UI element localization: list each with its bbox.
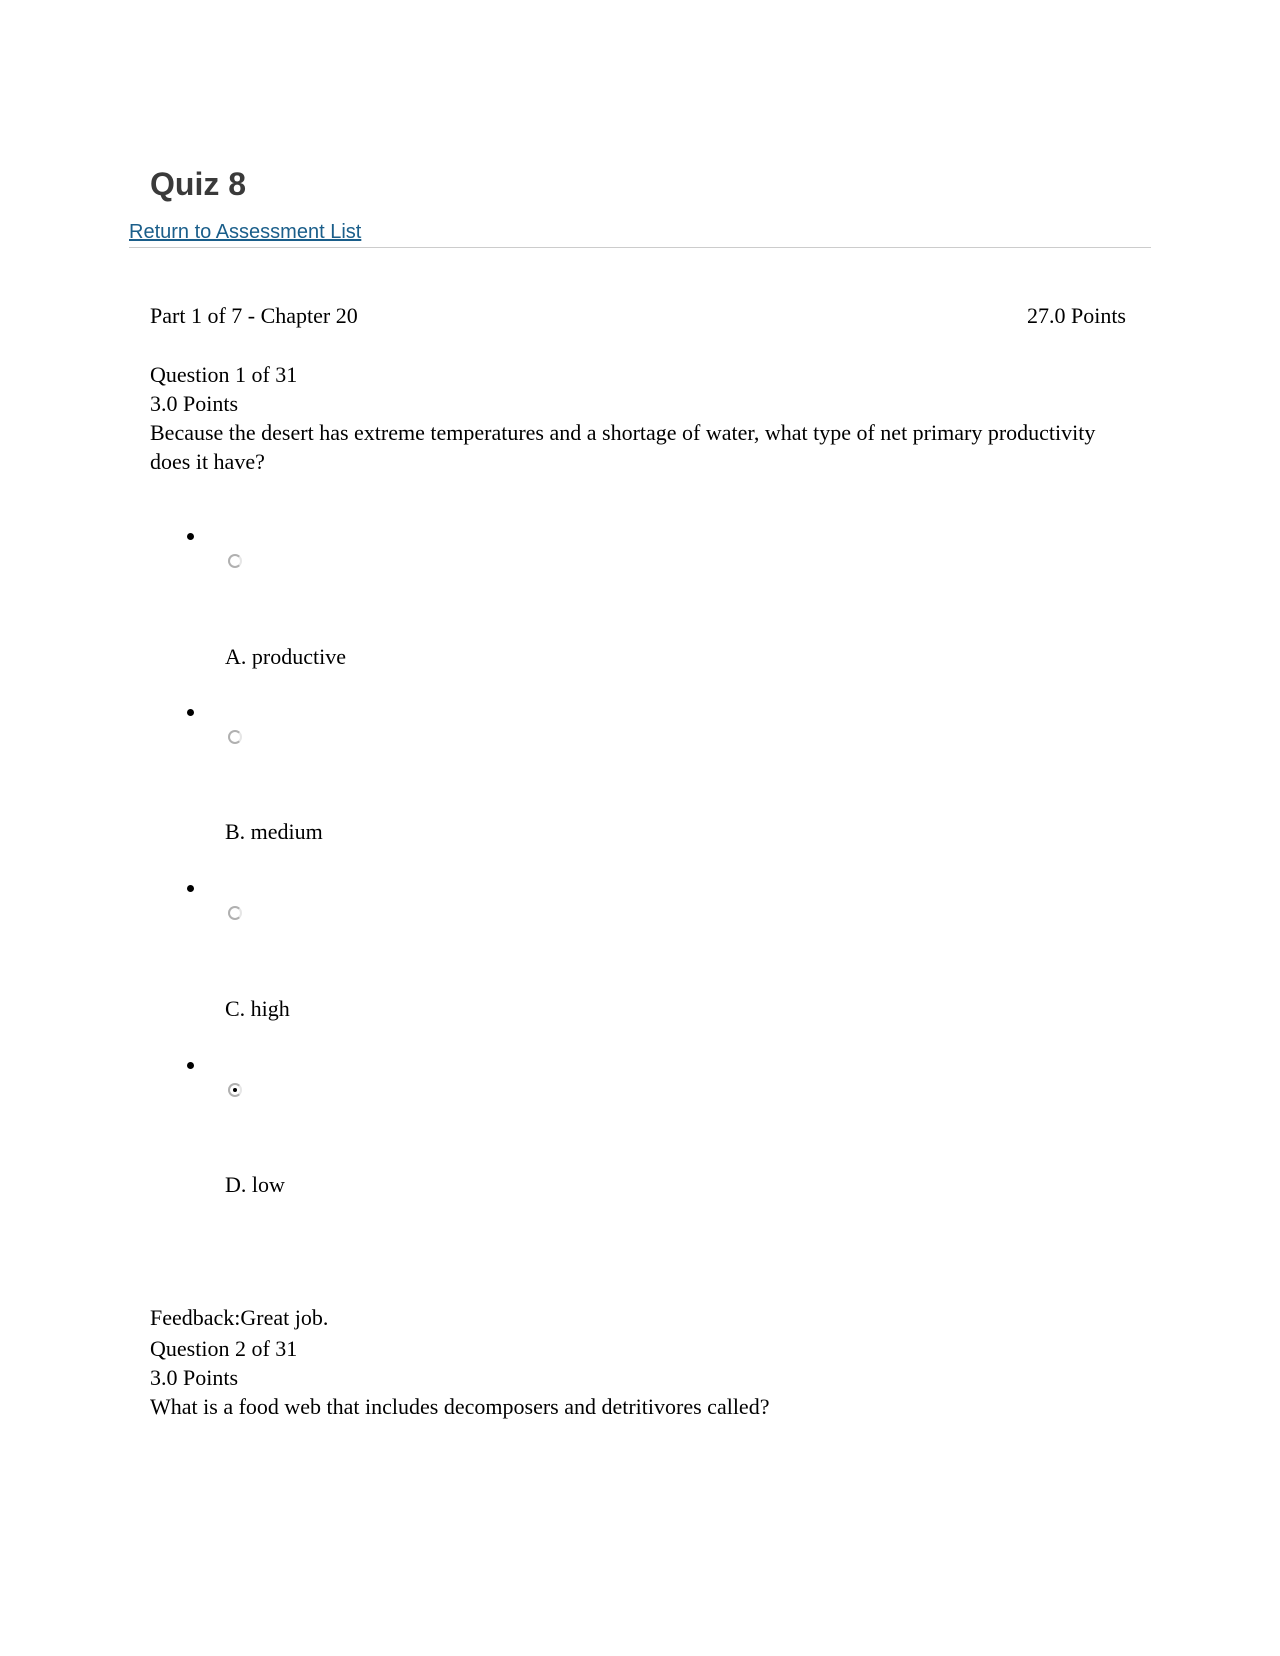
question-text: What is a food web that includes decomposers and detritivores called? [150,1394,770,1419]
radio-button-d[interactable] [228,1083,242,1097]
radio-button-b[interactable] [228,730,242,744]
question-1 [150,360,1130,476]
bullet [187,709,194,716]
part-points: 27.0 Points [1026,303,1126,328]
question-number: Question 2 of 31 [150,1336,298,1361]
option-label-d: D. low [225,1172,285,1197]
page-title: Quiz 8 [150,166,247,202]
option-label-c: C. high [225,996,290,1021]
feedback-text: Feedback:Great job. [150,1305,329,1330]
question-2 [150,1334,1130,1421]
bullet [187,885,194,892]
bullet [187,1062,194,1069]
question-text: Because the desert has extreme temperatures and a shortage of water, what type of net primary productivity does it have? [150,420,1096,474]
part-label: Part 1 of 7 - Chapter 20 [150,303,358,328]
return-to-assessment-list-link[interactable]: Return to Assessment List [129,221,362,243]
bullet [187,533,194,540]
radio-button-a[interactable] [228,554,242,568]
header-divider [129,247,1151,248]
radio-button-c[interactable] [228,906,242,920]
option-label-a: A. productive [225,644,346,669]
question-number: Question 1 of 31 [150,362,298,387]
option-label-b: B. medium [225,819,323,844]
question-points: 3.0 Points [150,1365,239,1390]
question-points: 3.0 Points [150,391,239,416]
